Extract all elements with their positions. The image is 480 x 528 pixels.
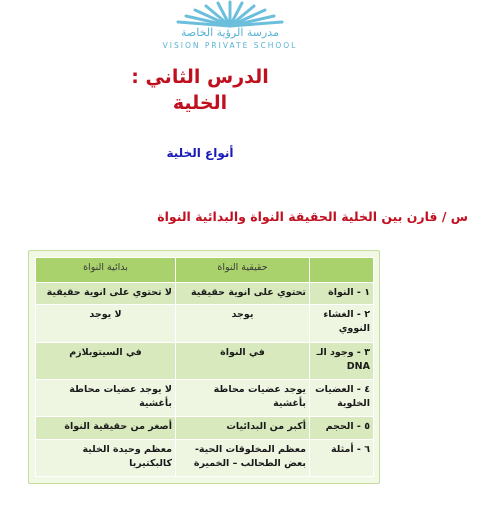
table-row [36,379,374,416]
lesson-title [110,64,290,116]
table-row [36,283,374,305]
header-prokaryotic: بدائية النواة [36,258,176,283]
prokaryotic-cell: لا يوجد عضيات محاطة بأغشية [36,379,176,416]
subtopic-heading: أنواع الخلية [166,146,234,160]
eukaryotic-cell: يوجد عضيات محاطة بأغشية [176,379,310,416]
prokaryotic-cell: لا تحتوي على انوية حقيقية [36,283,176,305]
lesson-title-line1: الدرس الثاني : [131,66,269,88]
prokaryotic-cell: أصغر من حقيقية النواة [36,417,176,439]
row-label: ٣ - وجود الـ DNA [310,342,374,379]
eukaryotic-cell: يوجد [176,305,310,342]
row-label: ١ - النواة [310,283,374,305]
prokaryotic-cell: في السيتوبلازم [36,342,176,379]
eukaryotic-cell: تحتوي على انوية حقيقية [176,283,310,305]
school-logo [100,0,300,62]
table-header-row [36,258,374,283]
eukaryotic-cell: في النواة [176,342,310,379]
sunburst-icon [140,0,320,28]
lesson-title-line2: الخلية [172,92,228,114]
eukaryotic-cell: معظم المخلوقات الحية- بعض الطحالب – الخميرة [176,439,310,476]
row-label: ٢ - الغشاء النووي [310,305,374,342]
prokaryotic-cell: لا يوجد [36,305,176,342]
logo-english-text: VISION PRIVATE SCHOOL [162,41,298,50]
row-label: ٦ - أمثلة [310,439,374,476]
row-label: ٥ - الحجم [310,417,374,439]
prokaryotic-cell: معظم وحيدة الخلية كالبكتيريا [36,439,176,476]
header-eukaryotic: حقيقية النواة [176,258,310,283]
eukaryotic-cell: أكبر من البدائيات [176,417,310,439]
table-row [36,305,374,342]
table-row [36,417,374,439]
header-label-column [310,258,374,283]
comparison-table-frame [28,250,380,484]
table-row [36,439,374,476]
table-row [36,342,374,379]
question-text: س / قارن بين الخلية الحقيقة النواة والبدائية النواة [157,209,468,224]
logo-arabic-text: مدرسة الرؤية الخاصة [181,26,279,39]
row-label: ٤ - العضيات الخلوية [310,379,374,416]
comparison-table [35,257,374,477]
